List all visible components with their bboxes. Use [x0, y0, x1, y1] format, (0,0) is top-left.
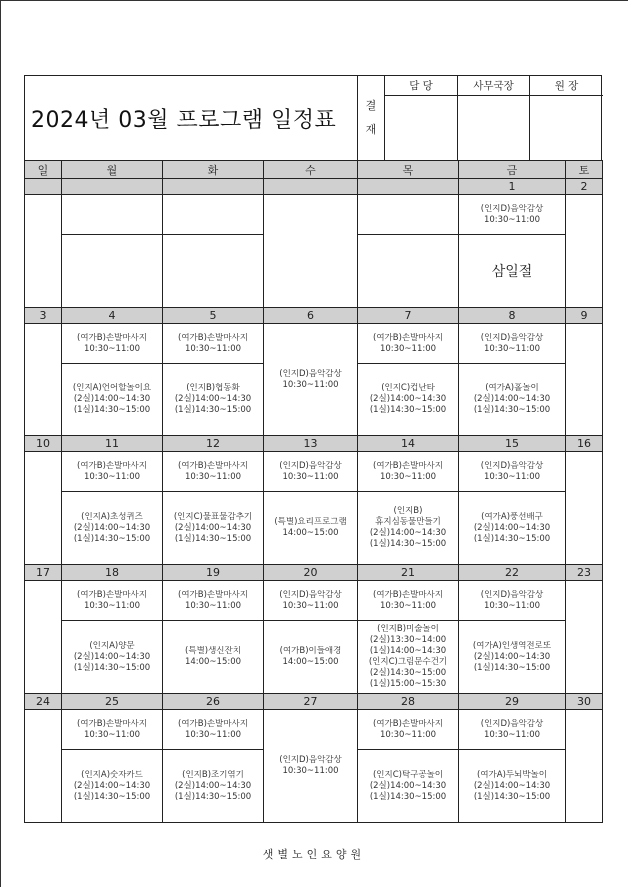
program-text: (2실)14:30~15:00: [369, 668, 447, 678]
program-text: 14:00~15:00: [282, 528, 339, 538]
afternoon-row: [25, 492, 603, 565]
program-entry: [358, 461, 458, 483]
program-text: 10:30~11:00: [483, 729, 541, 740]
approval-label: [358, 76, 385, 160]
program-text: (1실)14:30~15:00: [473, 662, 551, 673]
program-text: 10:30~11:00: [379, 729, 437, 740]
program-entry: [358, 624, 458, 690]
program-entry: [459, 770, 565, 803]
date-number: [25, 179, 62, 195]
morning-program-cell: [358, 324, 459, 364]
program-text: (인지A)숫자카드: [81, 769, 143, 780]
program-text: 10:30~11:00: [83, 343, 141, 354]
program-entry: [62, 590, 162, 612]
program-text: (여가A)풍선배구: [481, 511, 543, 522]
approval-box-secretary: [458, 76, 530, 160]
approval-label-char: 재: [365, 123, 377, 136]
program-text: (인지D)음악감상: [279, 755, 342, 765]
program-text: (여가B)손발마사지: [373, 718, 443, 729]
program-entry: [459, 512, 565, 545]
weekend-cell: [25, 195, 62, 308]
afternoon-program-cell: [62, 235, 163, 308]
afternoon-program-cell: [163, 492, 264, 565]
program-text: (2실)14:00~14:30: [369, 394, 447, 404]
afternoon-program-cell: [163, 235, 264, 308]
weekend-cell: [566, 324, 603, 436]
program-text: (1실)14:30~15:00: [174, 405, 252, 415]
weekday-sun: 일: [25, 161, 62, 179]
program-entry: [62, 641, 162, 674]
program-text: (인지D)음악감상: [480, 203, 544, 214]
program-text: (2실)14:00~14:30: [473, 651, 551, 662]
program-text: (인지A)언어할놀이요: [72, 383, 152, 393]
morning-program-cell: [163, 195, 264, 235]
program-text: 10:30~11:00: [184, 343, 242, 354]
date-number: 26: [163, 694, 264, 710]
program-text: 10:30~11:00: [379, 471, 437, 482]
program-text: (2실)13:30~14:00: [369, 635, 447, 645]
weekend-cell: [566, 710, 603, 823]
program-entry: [163, 512, 263, 545]
program-text: (인지D)음악감상: [279, 460, 342, 471]
program-entry: [264, 369, 357, 391]
program-entry: [62, 719, 162, 741]
program-text: 10:30~11:00: [282, 471, 339, 482]
program-entry: [264, 517, 357, 539]
date-number: 5: [163, 308, 264, 324]
program-cell-merged: [264, 324, 358, 436]
date-number: 16: [566, 436, 603, 452]
program-text: 10:30~11:00: [483, 600, 541, 611]
afternoon-program-cell: [62, 492, 163, 565]
program-text: 14:00~15:00: [184, 657, 242, 667]
program-entry: [264, 461, 357, 483]
date-number: 12: [163, 436, 264, 452]
program-entry: [264, 646, 357, 668]
program-text: 10:30~11:00: [184, 729, 242, 740]
program-text: (여가B)손발마사지: [178, 718, 248, 729]
program-entry: [163, 590, 263, 612]
afternoon-program-cell: [62, 621, 163, 694]
program-entry: [459, 333, 565, 355]
program-text: 10:30~11:00: [379, 600, 437, 611]
program-entry: [62, 461, 162, 483]
morning-program-cell: [163, 452, 264, 492]
program-entry: [62, 770, 162, 803]
program-text: (2실)14:00~14:30: [73, 780, 151, 791]
date-number: [163, 179, 264, 195]
date-number: [358, 179, 459, 195]
morning-row: [25, 452, 603, 492]
program-entry: [459, 461, 565, 483]
date-number: 15: [459, 436, 566, 452]
date-number: 17: [25, 565, 62, 581]
program-text: (1실)14:30~15:00: [473, 405, 551, 415]
program-text: (여가B)손발마사지: [373, 332, 443, 343]
facility-name: 샛별노인요양원: [262, 848, 366, 861]
program-text: 10:30~11:00: [483, 471, 541, 482]
date-number: 11: [62, 436, 163, 452]
date-number: 28: [358, 694, 459, 710]
program-text: (2실)14:00~14:30: [73, 651, 151, 662]
date-number: 19: [163, 565, 264, 581]
program-text: (인지A)양문: [89, 640, 135, 651]
schedule-header: [24, 75, 602, 160]
program-text: 휴지심동물만들기: [375, 517, 441, 527]
date-number: 9: [566, 308, 603, 324]
weekend-cell: [25, 581, 62, 694]
weekday-thu: 목: [358, 161, 459, 179]
program-entry: [62, 512, 162, 545]
program-text: (2실)14:00~14:30: [174, 394, 252, 404]
date-number: 4: [62, 308, 163, 324]
program-text: 10:30~11:00: [184, 471, 242, 482]
program-text: (인지A)초성퀴즈: [81, 511, 143, 522]
weekday-tue: 화: [163, 161, 264, 179]
program-text: 10:30~11:00: [282, 766, 339, 776]
date-number: 2: [566, 179, 603, 195]
program-entry: [358, 383, 458, 416]
program-text: (1실)14:30~15:00: [174, 791, 252, 802]
program-text: (2실)14:00~14:30: [174, 780, 252, 791]
morning-program-cell: [358, 195, 459, 235]
morning-row: [25, 195, 603, 235]
date-number: 27: [264, 694, 358, 710]
program-text: (특별)생신잔치: [185, 646, 241, 656]
morning-program-cell: [459, 324, 566, 364]
afternoon-program-cell: [163, 364, 264, 436]
weekday-mon: 월: [62, 161, 163, 179]
morning-program-cell: [459, 195, 566, 235]
program-text: (여가B)손발마사지: [77, 460, 147, 471]
program-text: (인지B)미술놀이: [377, 624, 439, 634]
program-text: 10:30~11:00: [483, 343, 541, 354]
program-text: (여가A)홀놀이: [485, 383, 539, 393]
program-text: (2실)14:00~14:30: [473, 394, 551, 404]
program-entry: [163, 719, 263, 741]
program-text: (인지B)협동화: [186, 383, 240, 393]
date-number: 21: [358, 565, 459, 581]
date-number: 3: [25, 308, 62, 324]
afternoon-program-cell: [264, 621, 358, 694]
program-text: (인지B): [393, 506, 423, 516]
date-number: 8: [459, 308, 566, 324]
date-number: 1: [459, 179, 566, 195]
program-text: (1실)14:30~15:00: [369, 791, 447, 802]
date-number: [62, 179, 163, 195]
program-text: (1실)14:30~15:00: [73, 791, 151, 802]
program-entry: [264, 755, 357, 777]
date-number: 20: [264, 565, 358, 581]
morning-program-cell: [358, 581, 459, 621]
morning-program-cell: [62, 452, 163, 492]
afternoon-program-cell: [358, 750, 459, 823]
program-text: (인지D)음악감상: [480, 460, 544, 471]
approval-role: 원 장: [530, 76, 603, 96]
program-text: (1실)14:30~15:00: [174, 533, 252, 544]
program-text: (특별)요리프로그램: [274, 517, 347, 527]
morning-program-cell: [358, 452, 459, 492]
program-entry: [358, 770, 458, 803]
date-number: 24: [25, 694, 62, 710]
program-text: (여가B)손발마사지: [178, 589, 248, 600]
morning-program-cell: [163, 324, 264, 364]
afternoon-program-cell: [358, 235, 459, 308]
program-text: 10:30~11:00: [83, 471, 141, 482]
program-text: 10:30~11:00: [184, 600, 242, 611]
afternoon-program-cell: [264, 492, 358, 565]
program-entry: [358, 506, 458, 550]
program-entry: [163, 461, 263, 483]
morning-program-cell: [358, 710, 459, 750]
morning-row: [25, 710, 603, 750]
program-text: (인지C)탁구공놀이: [372, 769, 444, 780]
program-text: (여가B)손발마사지: [178, 332, 248, 343]
program-text: 10:30~11:00: [83, 729, 141, 740]
program-entry: [163, 646, 263, 668]
morning-program-cell: [62, 195, 163, 235]
afternoon-program-cell: [459, 750, 566, 823]
date-number: 23: [566, 565, 603, 581]
program-text: (1실)14:30~15:00: [73, 533, 151, 544]
program-text: (여가A)두뇌박놀이: [477, 769, 547, 780]
program-text: (여가B)손발마사지: [373, 589, 443, 600]
date-number: 10: [25, 436, 62, 452]
program-entry: [358, 333, 458, 355]
weekday-wed: 수: [264, 161, 358, 179]
date-number: 30: [566, 694, 603, 710]
program-text: 10:30~11:00: [483, 214, 541, 225]
program-text: (1실)14:30~15:00: [73, 662, 151, 673]
morning-program-cell: [264, 452, 358, 492]
afternoon-program-cell: [163, 621, 264, 694]
program-entry: [459, 204, 565, 226]
approval-label-char: 결: [365, 99, 377, 112]
program-text: (인지C)그림문수건기: [368, 657, 448, 667]
calendar-table: [24, 160, 603, 823]
weekend-cell: [25, 324, 62, 436]
morning-program-cell: [62, 581, 163, 621]
afternoon-row: [25, 621, 603, 694]
program-text: (여가B)손발마사지: [77, 589, 147, 600]
weekday-sat: 토: [566, 161, 603, 179]
program-text: (여가B)이들애경: [279, 646, 342, 656]
weekend-cell: [25, 452, 62, 565]
program-text: 10:30~11:00: [379, 343, 437, 354]
afternoon-program-cell: [459, 621, 566, 694]
date-number: 6: [264, 308, 358, 324]
program-cell-merged: [264, 710, 358, 823]
program-text: (1실)14:30~15:00: [369, 539, 447, 549]
date-number: 7: [358, 308, 459, 324]
program-text: (인지C)물표물감추기: [173, 511, 253, 522]
program-entry: [264, 590, 357, 612]
weekend-cell: [566, 195, 603, 308]
morning-program-cell: [459, 710, 566, 750]
afternoon-program-cell: [358, 364, 459, 436]
program-text: (2실)14:00~14:30: [473, 780, 551, 791]
weekend-cell: [566, 581, 603, 694]
date-row: [25, 179, 603, 195]
morning-program-cell: [62, 710, 163, 750]
program-text: 10:30~11:00: [282, 379, 339, 390]
program-text: 10:30~11:00: [282, 600, 339, 611]
afternoon-program-cell: [459, 492, 566, 565]
program-text: (1실)14:00~14:30: [369, 646, 447, 656]
morning-program-cell: [459, 581, 566, 621]
program-text: (2실)14:00~14:30: [73, 394, 151, 404]
program-entry: [62, 333, 162, 355]
program-text: (인지C)컵난타: [381, 383, 435, 393]
date-number: 13: [264, 436, 358, 452]
approval-role: 사무국장: [458, 76, 529, 96]
program-entry: [459, 383, 565, 416]
afternoon-program-cell: [358, 492, 459, 565]
program-entry: [163, 383, 263, 416]
program-entry: [459, 641, 565, 674]
program-text: 14:00~15:00: [282, 657, 339, 667]
program-text: (1실)15:00~15:30: [369, 679, 447, 689]
date-number: 18: [62, 565, 163, 581]
approval-box-manager: [385, 76, 458, 160]
program-entry: [62, 383, 162, 416]
date-number: 25: [62, 694, 163, 710]
program-text: 10:30~11:00: [83, 600, 141, 611]
program-text: (인지B)조기엮기: [182, 769, 244, 780]
weekday-header-row: [25, 161, 603, 179]
program-text: (인지D)음악감상: [279, 589, 342, 600]
program-entry: [459, 719, 565, 741]
afternoon-program-cell: [459, 364, 566, 436]
program-text: (여가B)손발마사지: [77, 718, 147, 729]
program-text: (2실)14:00~14:30: [473, 522, 551, 533]
program-text: (인지D)음악감상: [279, 368, 342, 379]
calendar-body: [25, 179, 603, 823]
date-row: [25, 565, 603, 581]
date-row: [25, 436, 603, 452]
date-number: [264, 179, 358, 195]
morning-program-cell: [62, 324, 163, 364]
weekday-fri: 금: [459, 161, 566, 179]
program-text: (1실)14:30~15:00: [473, 533, 551, 544]
program-text: (여가B)손발마사지: [77, 332, 147, 343]
program-text: (2실)14:00~14:30: [369, 528, 447, 538]
date-number: 29: [459, 694, 566, 710]
date-number: 22: [459, 565, 566, 581]
morning-program-cell: [264, 581, 358, 621]
program-entry: [358, 590, 458, 612]
afternoon-program-cell: [62, 364, 163, 436]
afternoon-program-cell: [163, 750, 264, 823]
morning-row: [25, 581, 603, 621]
program-text: (2실)14:00~14:30: [369, 780, 447, 791]
morning-program-cell: [459, 452, 566, 492]
afternoon-program-cell: [459, 235, 566, 308]
program-text: (1실)14:30~15:00: [473, 791, 551, 802]
program-entry: [459, 590, 565, 612]
morning-row: [25, 324, 603, 364]
morning-program-cell: [163, 710, 264, 750]
program-entry: [163, 770, 263, 803]
afternoon-program-cell: [358, 621, 459, 694]
program-text: (여가B)손발마사지: [178, 460, 248, 471]
weekend-cell: [566, 452, 603, 565]
weekend-cell: [264, 195, 358, 308]
program-text: (인지D)음악감상: [480, 718, 544, 729]
program-entry: [358, 719, 458, 741]
afternoon-program-cell: [62, 750, 163, 823]
program-text: (인지D)음악감상: [480, 332, 544, 343]
date-row: [25, 694, 603, 710]
program-entry: [163, 333, 263, 355]
weekend-cell: [25, 710, 62, 823]
program-text: (2실)14:00~14:30: [73, 522, 151, 533]
program-text: (여가A)인생역전로또: [472, 640, 552, 651]
program-text: (여가B)손발마사지: [373, 460, 443, 471]
approval-role: 담 당: [385, 76, 457, 96]
date-number: 14: [358, 436, 459, 452]
approval-box-director: [530, 76, 603, 160]
morning-program-cell: [163, 581, 264, 621]
date-row: [25, 308, 603, 324]
page-title: 2024년 03월 프로그램 일정표: [25, 76, 358, 160]
program-text: (인지D)음악감상: [480, 589, 544, 600]
program-text: (2실)14:00~14:30: [174, 522, 252, 533]
holiday-label: 삼일절: [491, 264, 533, 280]
program-text: (1실)14:30~15:00: [369, 405, 447, 415]
program-text: (1실)14:30~15:00: [73, 405, 151, 415]
